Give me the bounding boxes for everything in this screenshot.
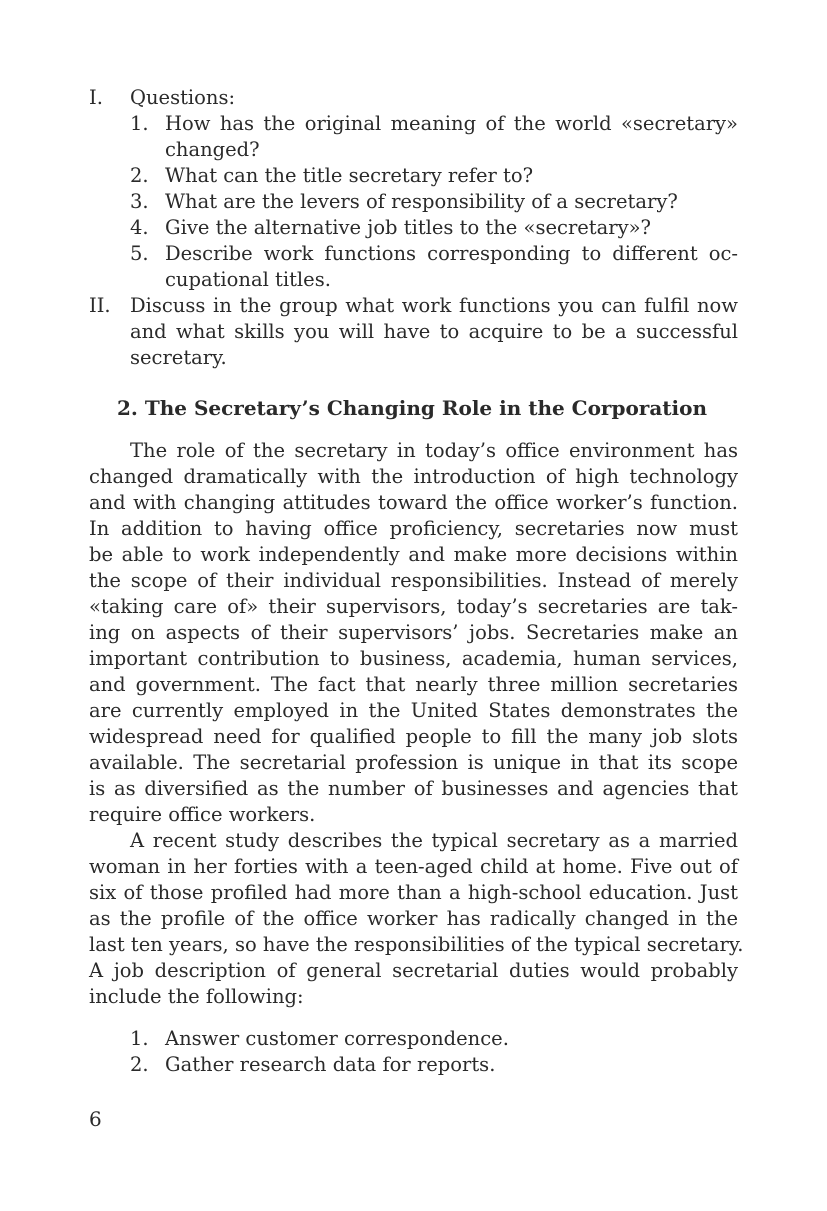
paragraph-line: «taking care of» their supervisors, today’s secretaries are tak- — [89, 595, 738, 618]
paragraph-1 — [89, 438, 738, 828]
question-number: 4. — [130, 216, 149, 239]
question-number: 1. — [130, 112, 149, 135]
paragraph-line: A recent study describes the typical secretary as a married — [130, 829, 738, 852]
question-item — [89, 111, 738, 163]
paragraph-line: woman in her forties with a teen-aged child at home. Five out of — [89, 855, 738, 878]
section-2-text-line: Discuss in the group what work functions you can fulfil now — [130, 294, 738, 317]
question-text-line: changed? — [165, 138, 260, 161]
question-text-line: How has the original meaning of the world «secretary» — [165, 112, 738, 135]
paragraph-line: changed dramatically with the introduction of high technology — [89, 465, 738, 488]
paragraph-line: are currently employed in the United States demonstrates the — [89, 699, 738, 722]
question-text-line: cupational titles. — [165, 268, 331, 291]
paragraph-line: be able to work independently and make more decisions within — [89, 543, 738, 566]
section-2-numeral: II. — [89, 294, 111, 317]
paragraph-line: and with changing attitudes toward the office worker’s function. — [89, 491, 738, 514]
paragraph-line: include the following: — [89, 985, 304, 1008]
list-item-number: 1. — [130, 1027, 149, 1050]
paragraph-line: ing on aspects of their supervisors’ jobs. Secretaries make an — [89, 621, 738, 644]
question-item — [89, 163, 738, 189]
question-number: 5. — [130, 242, 149, 265]
question-text-line: Describe work functions corresponding to different oc- — [165, 242, 738, 265]
list-item-text: Gather research data for reports. — [165, 1053, 496, 1076]
page-number: 6 — [89, 1107, 102, 1131]
paragraph-line: The role of the secretary in today’s office environment has — [130, 439, 738, 462]
paragraph-2 — [89, 828, 744, 1010]
section-2-text-line: secretary. — [130, 346, 227, 369]
question-text-line: What are the levers of responsibility of a secretary? — [165, 190, 678, 213]
section-1 — [89, 85, 738, 111]
question-number: 2. — [130, 164, 149, 187]
page-content — [89, 85, 744, 1078]
paragraph-line: available. The secretarial profession is unique in that its scope — [89, 751, 738, 774]
paragraph-line: six of those profiled had more than a high-school education. Just — [89, 881, 738, 904]
paragraph-line: is as diversified as the number of businesses and agencies that — [89, 777, 738, 800]
paragraph-line: A job description of general secretarial duties would probably — [89, 959, 738, 982]
question-text-line: What can the title secretary refer to? — [165, 164, 534, 187]
duties-list — [89, 1026, 738, 1078]
list-item-text: Answer customer correspondence. — [165, 1027, 509, 1050]
section-heading: 2. The Secretary’s Changing Role in the Corporation — [117, 396, 708, 420]
section-1-numeral: I. — [89, 86, 103, 109]
list-item — [89, 1026, 738, 1052]
question-text-line: Give the alternative job titles to the «secretary»? — [165, 216, 651, 239]
paragraph-line: as the profile of the office worker has radically changed in the — [89, 907, 738, 930]
paragraph-line: and government. The fact that nearly three million secretaries — [89, 673, 738, 696]
paragraph-line: the scope of their individual responsibilities. Instead of merely — [89, 569, 738, 592]
section-2-text-line: and what skills you will have to acquire to be a successful — [130, 320, 738, 343]
section-1-label: Questions: — [130, 86, 236, 109]
list-item — [89, 1052, 738, 1078]
paragraph-line: important contribution to business, academia, human services, — [89, 647, 738, 670]
paragraph-line: last ten years, so have the responsibilities of the typical secretary. — [89, 933, 744, 956]
section-2 — [89, 293, 738, 371]
list-item-number: 2. — [130, 1053, 149, 1076]
paragraph-line: In addition to having office proficiency, secretaries now must — [89, 517, 738, 540]
question-item — [89, 241, 738, 293]
paragraph-line: widespread need for qualified people to fill the many job slots — [89, 725, 738, 748]
question-item — [89, 189, 738, 215]
question-number: 3. — [130, 190, 149, 213]
paragraph-line: require office workers. — [89, 803, 316, 826]
question-item — [89, 215, 738, 241]
